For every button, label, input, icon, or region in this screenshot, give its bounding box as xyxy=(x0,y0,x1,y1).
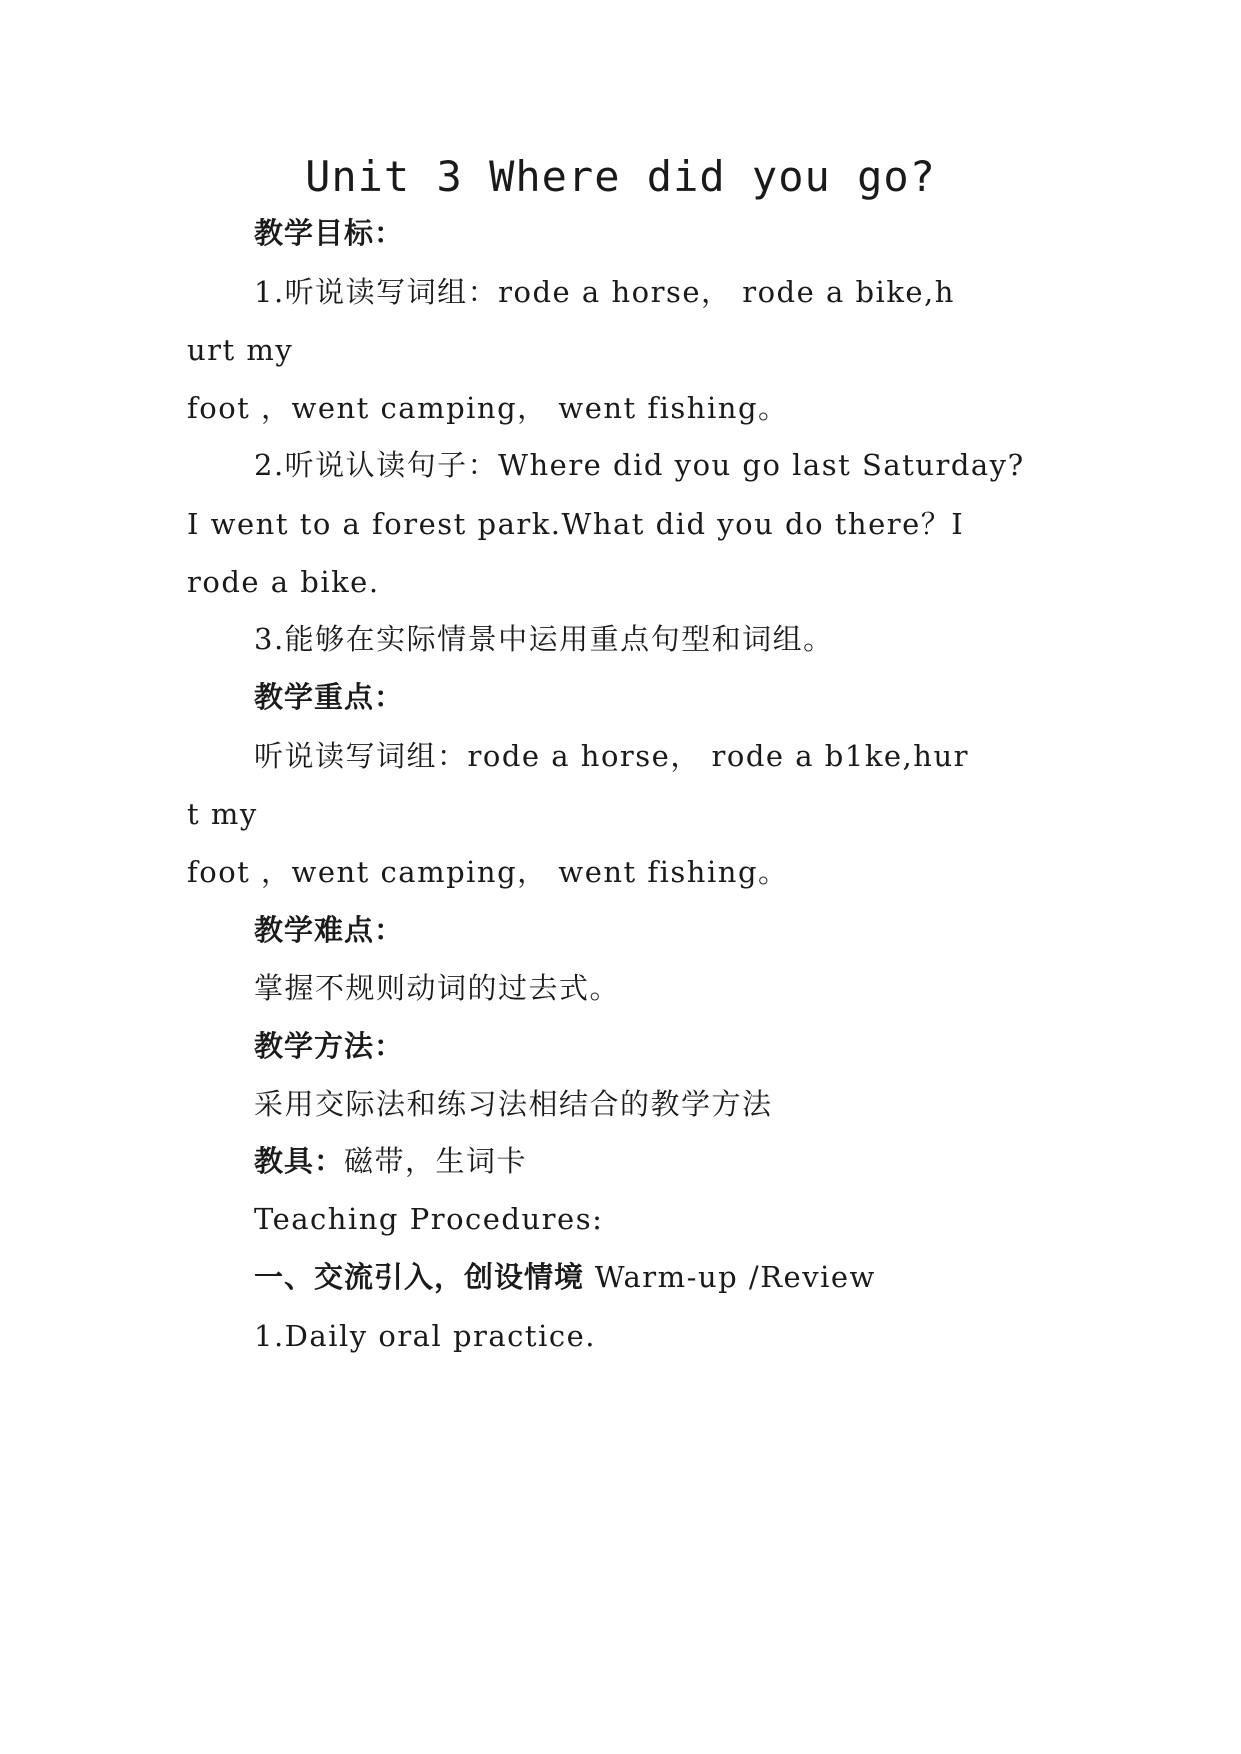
key-points-line-1: 听说读写词组：rode a horse， rode a b1ke,hur xyxy=(254,739,969,773)
objective-item-2-line-1: 2.听说认读句子：Where did you go last Saturday? xyxy=(254,448,1025,482)
teaching-aids-text: 磁带，生词卡 xyxy=(344,1144,528,1178)
teaching-aids xyxy=(254,1141,527,1181)
objective-item-1-line-1: 1.听说读写词组：rode a horse， rode a bike,h xyxy=(254,275,955,309)
objective-item-3: 3.能够在实际情景中运用重点句型和词组。 xyxy=(254,622,834,656)
procedure-step-1-heading: 一、交流引入，创设情境 xyxy=(254,1260,585,1294)
page-title: Unit 3 Where did you go? xyxy=(305,152,936,201)
teaching-aids-heading: 教具： xyxy=(254,1144,345,1178)
key-points-line-2: t my xyxy=(187,797,258,831)
difficulties-text: 掌握不规则动词的过去式。 xyxy=(254,971,621,1005)
objective-item-2-line-3: rode a bike. xyxy=(187,565,380,599)
objectives-heading: 教学目标： xyxy=(254,216,405,250)
methods-text: 采用交际法和练习法相结合的教学方法 xyxy=(254,1087,773,1121)
objective-item-2-line-2: I went to a forest park.What did you do there？I xyxy=(187,507,965,541)
key-points-heading: 教学重点： xyxy=(254,680,405,714)
procedures-label: Teaching Procedures: xyxy=(254,1202,604,1236)
objective-item-1-line-2: urt my xyxy=(187,333,294,367)
procedure-step-1 xyxy=(254,1257,876,1297)
procedure-step-1-item-1: 1.Daily oral practice. xyxy=(254,1319,596,1353)
difficulties-heading: 教学难点： xyxy=(254,913,405,947)
procedure-step-1-label: Warm-up /Review xyxy=(584,1260,876,1294)
methods-heading: 教学方法： xyxy=(254,1029,405,1063)
objective-item-1-line-3: foot ，went camping， went fishing。 xyxy=(187,391,789,425)
key-points-line-3: foot ，went camping， went fishing。 xyxy=(187,855,789,889)
